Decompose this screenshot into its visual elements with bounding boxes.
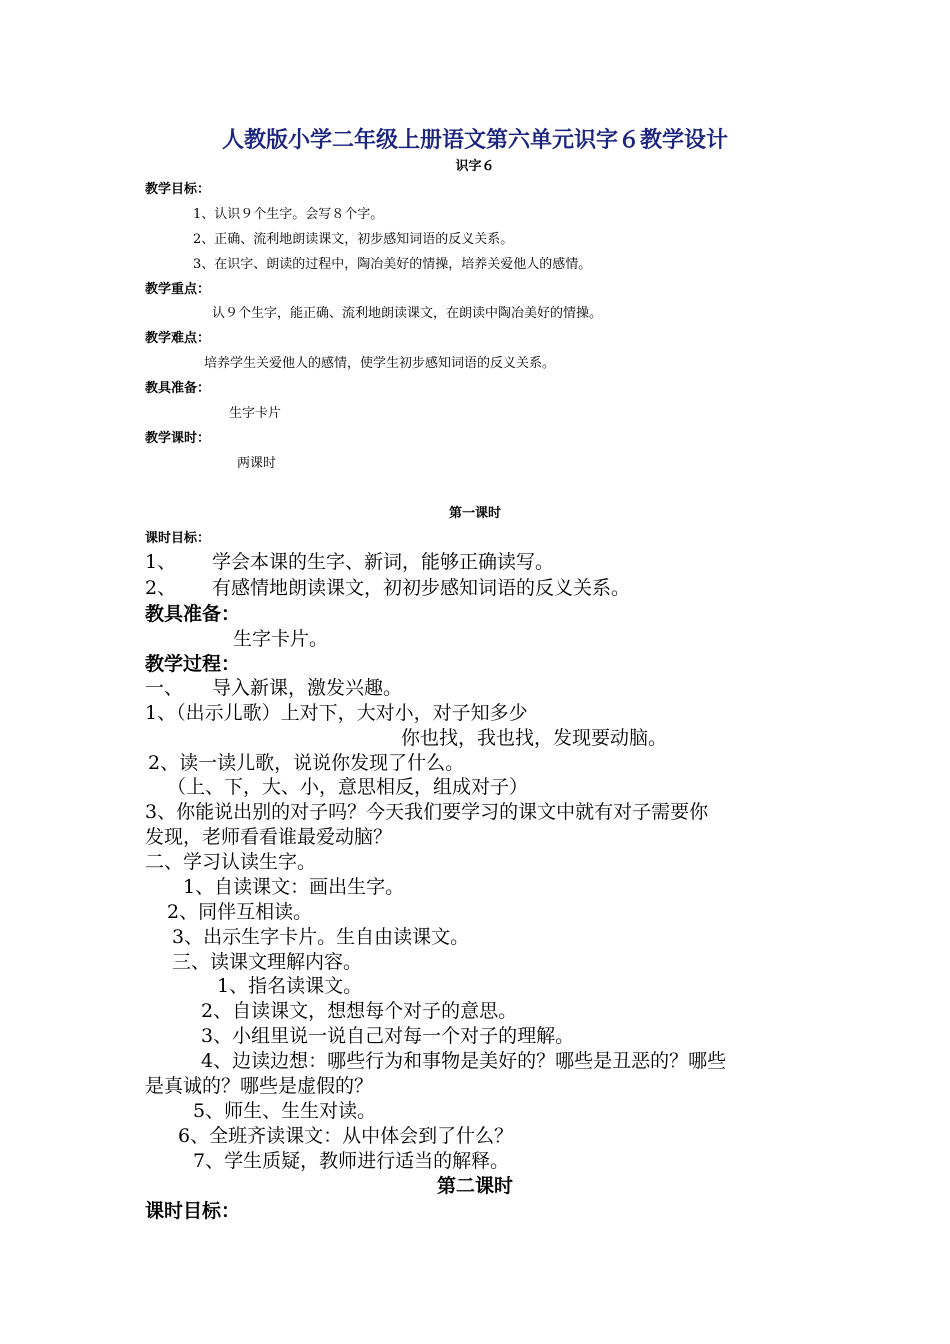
process-line: 你也找，我也找，发现要动脑。 (401, 727, 668, 749)
hours-heading: 教学课时： (145, 431, 211, 446)
document-subtitle: 识字６ (455, 159, 495, 174)
process-line: 6、全班齐读课文：从中体会到了什么？ (178, 1125, 514, 1147)
process-line: 2、读一读儿歌，说说你发现了什么。 (148, 752, 465, 774)
process-line: 4、边读边想：哪些行为和事物是美好的？哪些是丑恶的？哪些 (201, 1050, 727, 1072)
process-line: 1、（出示儿歌）上对下，大对小，对子知多少 (145, 702, 528, 724)
goal-item: 2、正确、流利地朗读课文，初步感知词语的反义关系。 (193, 232, 514, 247)
step-text: 导入新课，激发兴趣。 (212, 677, 403, 699)
hours-text: 两课时 (237, 456, 277, 471)
lesson1-goals-heading: 课时目标： (145, 531, 211, 546)
process-line: 2、同伴互相读。 (167, 901, 313, 923)
lesson1-goal-text: 有感情地朗读课文，初初步感知词语的反义关系。 (212, 577, 631, 599)
tools-text: 生字卡片 (229, 406, 282, 421)
process-line: 发现，老师看看谁最爱动脑？ (145, 826, 393, 848)
lesson1-process-heading: 教学过程： (145, 653, 241, 675)
step-number: 一、 (145, 677, 184, 699)
goal-item: 3、在识字、朗读的过程中，陶冶美好的情操，培养关爱他人的感情。 (193, 257, 592, 272)
lesson1-goal-num: 2、 (145, 577, 177, 599)
lesson1-goal-num: 1、 (145, 551, 177, 573)
lesson2-heading: 第二课时 (436, 1175, 513, 1197)
process-line: 5、师生、生生对读。 (193, 1100, 377, 1122)
lesson1-tools-text: 生字卡片。 (233, 628, 329, 650)
tools-heading: 教具准备： (145, 381, 211, 396)
process-line: 1、自读课文：画出生字。 (183, 876, 405, 898)
lesson1-heading: 第一课时 (448, 506, 501, 521)
lesson1-goal-text: 学会本课的生字、新词，能够正确读写。 (212, 551, 555, 573)
process-line: 二、学习认读生字。 (145, 851, 317, 873)
process-line: 是真诚的？哪些是虚假的？ (145, 1075, 374, 1097)
process-line: 2、自读课文，想想每个对子的意思。 (201, 1000, 518, 1022)
process-line: 3、你能说出别的对子吗？今天我们要学习的课文中就有对子需要你 (145, 801, 709, 823)
difficulty-heading: 教学难点： (145, 331, 211, 346)
process-line: 三、读课文理解内容。 (172, 951, 363, 973)
goals-heading: 教学目标： (145, 182, 211, 197)
process-line: （上、下，大、小，意思相反，组成对子） (167, 776, 529, 798)
process-line: 7、学生质疑，教师进行适当的解释。 (193, 1150, 510, 1172)
process-line: 1、指名读课文。 (217, 975, 363, 997)
goal-item: 1、认识９个生字。会写８个字。 (193, 207, 384, 222)
process-line: 3、小组里说一说自己对每一个对子的理解。 (201, 1025, 575, 1047)
document-title: 人教版小学二年级上册语文第六单元识字６教学设计 (221, 128, 728, 153)
lesson1-tools-heading: 教具准备： (145, 603, 241, 625)
focus-heading: 教学重点： (145, 282, 211, 297)
difficulty-text: 培养学生关爱他人的感情，使学生初步感知词语的反义关系。 (204, 356, 556, 371)
lesson2-goals-heading: 课时目标： (145, 1200, 241, 1222)
process-line: 3、出示生字卡片。生自由读课文。 (172, 926, 470, 948)
focus-text: 认９个生字，能正确、流利地朗读课文，在朗读中陶冶美好的情操。 (212, 306, 603, 321)
